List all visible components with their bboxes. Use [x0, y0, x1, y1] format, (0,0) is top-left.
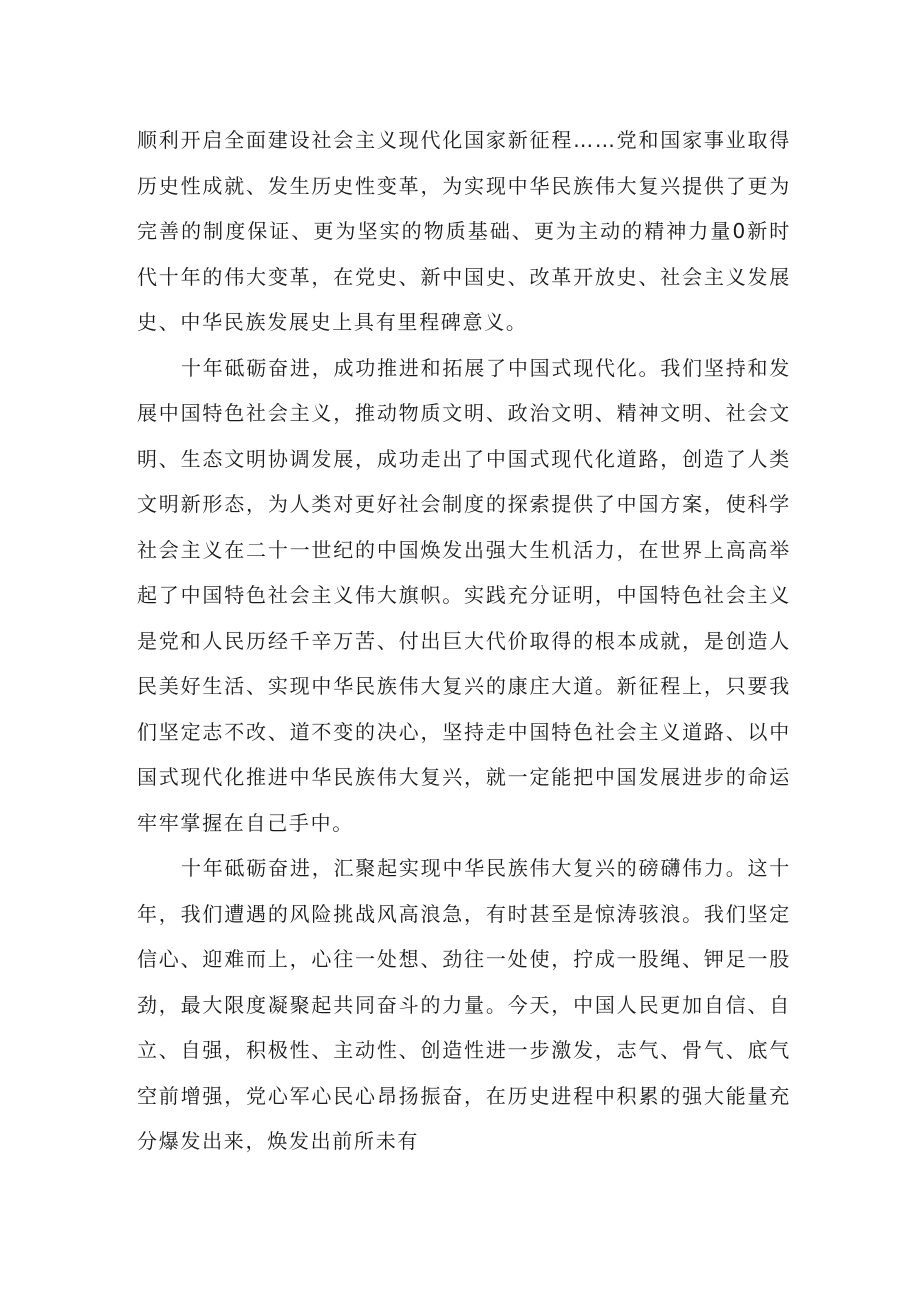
paragraph-2: 十年砥砺奋进，成功推进和拓展了中国式现代化。我们坚持和发展中国特色社会主义，推动物质文明、政治文明、精神文明、社会文明、生态文明协调发展，成功走出了中国式现代化道路，创造了人类文明新形态，为人类对更好社会制度的探索提供了中国方案，使科学社会主义在二十一世纪的中国焕发出强大生机活力，在世界上高高举起了中国特色社会主义伟大旗帜。实践充分证明，中国特色社会主义是党和人民历经千辛万苦、付出巨大代价取得的根本成就，是创造人民美好生活、实现中华民族伟大复兴的康庄大道。新征程上，只要我们坚定志不改、道不变的决心，坚持走中国特色社会主义道路、以中国式现代化推进中华民族伟大复兴，就一定能把中国发展进步的命运牢牢掌握在自己手中。: [137, 355, 791, 835]
document-body: [137, 118, 791, 1165]
paragraph-3: 十年砥砺奋进，汇聚起实现中华民族伟大复兴的磅礴伟力。这十年，我们遭遇的风险挑战风高浪急，有时甚至是惊涛骇浪。我们坚定信心、迎难而上，心往一处想、劲往一处使，拧成一股绳、钾足一股劲，最大限度凝聚起共同奋斗的力量。今天，中国人民更加自信、自立、自强，积极性、主动性、创造性进一步激发，志气、骨气、底气空前增强，党心军心民心昂扬振奋，在历史进程中积累的强大能量充分爆发出来，焕发出前所未有: [137, 856, 791, 1153]
paragraph-1: 顺利开启全面建设社会主义现代化国家新征程……党和国家事业取得历史性成就、发生历史性变革，为实现中华民族伟大复兴提供了更为完善的制度保证、更为坚实的物质基础、更为主动的精神力量0新时代十年的伟大变革，在党史、新中国史、改革开放史、社会主义发展史、中华民族发展史上具有里程碑意义。: [137, 128, 791, 334]
